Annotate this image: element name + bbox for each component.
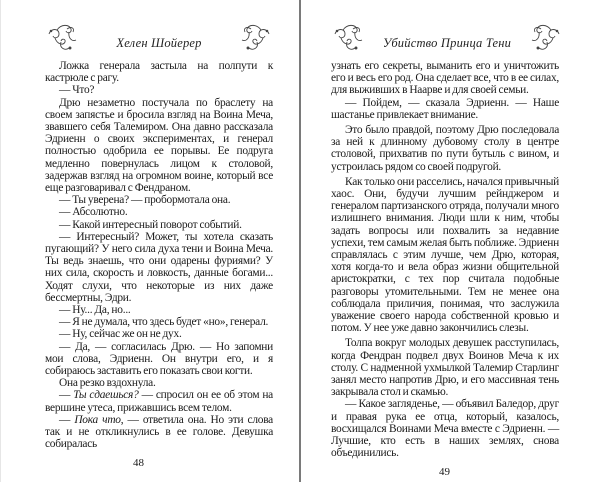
running-head: Хелен Шойерер: [116, 35, 202, 50]
narration: — спросил он ее об этом на вершине утеса, прижавшись всем телом.: [45, 389, 273, 414]
right-page-text: [331, 60, 559, 460]
paragraph: — Ну, сейчас же он не дух.: [59, 328, 182, 341]
right-page: [301, 0, 600, 482]
paragraph: Ложка генерала застыла на полпути к кастрюле с рагу.: [45, 60, 273, 85]
paragraph: Она резко вздохнула.: [59, 377, 156, 390]
left-page-text: [45, 60, 273, 451]
paragraph-italic-dialogue: — Ты сдаешься? — спросил он ее об этом на вершине утеса, прижавшись всем телом.: [45, 389, 273, 414]
flourish-ornament-icon: [45, 20, 81, 54]
paragraph: Дрю незаметно постучала по браслету на своем запястье и бросила взгляд на Воина Меча, звавшего себя Талемиром. Она давно рассказала Эдриенн о своих экспериментах, и генерал полностью одобрила ее порывы. Ее подруга медленно повернулась лицом к столовой, задержав взгляд на огромном воине, который все еще разговаривал с Фендраном.: [45, 96, 273, 195]
flourish-ornament-icon: [331, 20, 367, 54]
flourish-ornament-icon: [237, 20, 273, 54]
paragraph: Это было правдой, поэтому Дрю последовала за ней к длинному дубовому столу в центре столовой, прихватив по пути бутыль с вином, и устроилась рядом со своей подругой.: [331, 124, 559, 173]
paragraph: Толпа вокруг молодых девушек расступилась, когда Фендран подвел двух Воинов Меча к их столу. С надменной ухмылкой Талемир Старлинг занял место напротив Дрю, и его массивная тень закрывала стол и скамью.: [331, 337, 559, 399]
paragraph: — Ну... Да, но...: [59, 304, 131, 317]
flourish-ornament-icon: [527, 20, 563, 54]
left-page-header: [45, 20, 273, 56]
right-page-header: [331, 20, 563, 56]
paragraph: — Какое загляденье, — объявил Баледор, друг и правая рука ее отца, который, казалось, восхищался Воинами Меча вместе с Эдриенн. — Лучшие, кто есть в наших землях, снова объединились.: [331, 398, 559, 460]
paragraph: узнать его секреты, выманить его и уничтожить его и весь его род. Она сделает все, что в ее силах, для выживших в Наарве и для своей семьи.: [331, 60, 559, 97]
paragraph: — Я не думала, что здесь будет «но», генерал.: [59, 316, 269, 329]
page-number: 48: [133, 457, 144, 469]
italic-speech: Пока что: [74, 413, 121, 426]
paragraph: — Абсолютно.: [59, 206, 128, 219]
narration: , — ответила она. Но эти слова так и не откликнулись в ее голове. Девушка собиралась: [45, 413, 273, 451]
paragraph: Как только они расселись, начался привычный хаос. Они, будучи лучшим рейнджером и генералом партизанского отряда, получали много излишнего внимания. Люди шли к ним, чтобы задать вопросы или похвалить за недавние успехи, тем самым желая быть поближе. Эдриенн справлялась с этим лучше, чем Дрю, которая, хотя когда-то и вела образ жизни общительной аристократки, с тех пор считала подобные разговоры утомительными. Тем не менее она соблюдала приличия, понимая, что заслужила уважение своего народа собственной кровью и потом. У нее уже давно закончились слезы.: [331, 175, 559, 335]
paragraph-italic-dialogue: — Пока что, — ответила она. Но эти слова так и не откликнулись в ее голове. Девушка собиралась: [45, 413, 273, 451]
paragraph: — Какой интересный поворот событий.: [59, 218, 242, 231]
page-number: 49: [439, 466, 450, 478]
paragraph: — Что?: [59, 84, 95, 97]
paragraph: — Ты уверена? — пробормотала она.: [59, 194, 231, 207]
running-head: Убийство Принца Тени: [382, 35, 512, 50]
italic-speech: Ты сдаешься?: [73, 389, 139, 402]
paragraph: — Да, — согласилась Дрю. — Но запомни мои слова, Эдриенн. Он внутри его, и я собираюсь заставить его показать свои когти.: [45, 340, 273, 378]
paragraph: — Интересный? Может, ты хотела сказать пугающий? У него сила духа тени и Воина Меча. Ты ведь знаешь, что они одарены фуриями? У них сила, скорость и ловкость, данные богами... Ходят слухи, что некоторые из них даже бессмертны, Эдри.: [45, 230, 273, 304]
paragraph: — Пойдем, — сказала Эдриенн. — Наше шастанье привлекает внимание.: [331, 96, 559, 121]
